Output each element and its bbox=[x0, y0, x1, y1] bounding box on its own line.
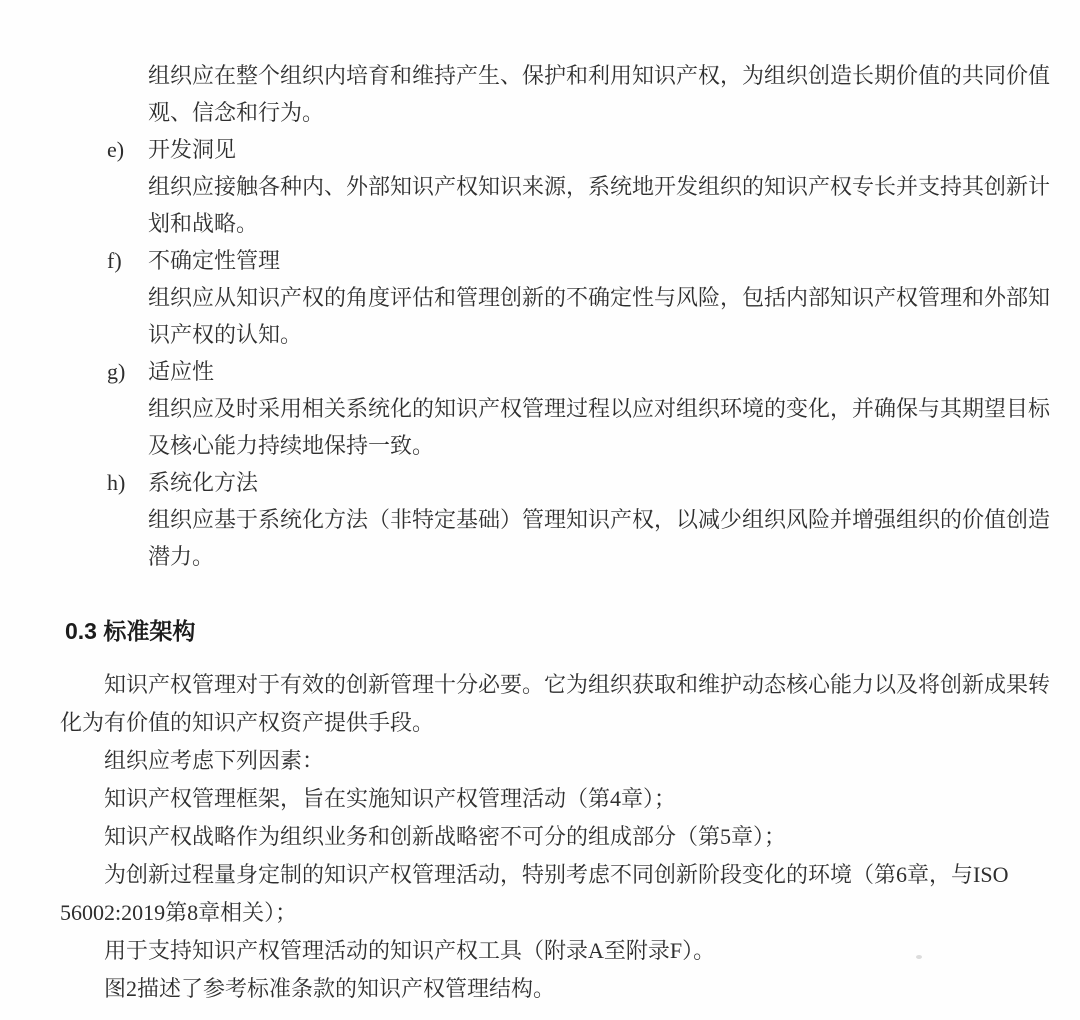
list-item-letter: e) bbox=[107, 137, 125, 162]
list-item bbox=[107, 131, 1051, 242]
section-paragraph-line: 用于支持知识产权管理活动的知识产权工具（附录A至附录F）。 bbox=[104, 938, 716, 963]
section-paragraph-line: 化为有价值的知识产权资产提供手段。 bbox=[60, 710, 435, 735]
list-item-letter: g) bbox=[107, 359, 126, 384]
list-item-body-line: 组织应接触各种内、外部知识产权知识来源，系统地开发组织的知识产权专长并支持其创新计 bbox=[148, 174, 1051, 199]
list-item-heading-line bbox=[107, 353, 1040, 390]
list-item-body-line: 潜力。 bbox=[148, 544, 215, 569]
section-paragraph-line: 知识产权管理框架，旨在实施知识产权管理活动（第4章）； bbox=[104, 786, 677, 811]
lettered-list bbox=[60, 57, 1051, 575]
list-item-heading-line bbox=[107, 242, 1040, 279]
section-paragraph-line: 知识产权管理对于有效的创新管理十分必要。它为组织获取和维护动态核心能力以及将创新成果转 bbox=[104, 672, 1051, 697]
section-paragraph-line: 56002:2019第8章相关）； bbox=[60, 900, 298, 925]
list-item-title: 系统化方法 bbox=[148, 470, 259, 495]
list-item-body-line: 划和战略。 bbox=[148, 211, 259, 236]
list-item bbox=[107, 464, 1051, 575]
list-item-body-line: 组织应及时采用相关系统化的知识产权管理过程以应对组织环境的变化，并确保与其期望目标 bbox=[148, 396, 1051, 421]
section-paragraph-line: 知识产权战略作为组织业务和创新战略密不可分的组成部分（第5章）； bbox=[104, 824, 787, 849]
section-paragraph-line: 为创新过程量身定制的知识产权管理活动，特别考虑不同创新阶段变化的环境（第6章，与ISO bbox=[104, 862, 1009, 887]
list-item-body-line: 识产权的认知。 bbox=[148, 322, 303, 347]
list-item bbox=[107, 242, 1051, 353]
list-item-heading-line bbox=[107, 464, 1040, 501]
list-item-body-line: 组织应在整个组织内培育和维持产生、保护和利用知识产权，为组织创造长期价值的共同价值 bbox=[148, 63, 1051, 88]
list-item-body-line: 组织应从知识产权的角度评估和管理创新的不确定性与风险，包括内部知识产权管理和外部知 bbox=[148, 285, 1051, 310]
section-heading: 0.3 标准架构 bbox=[65, 618, 196, 644]
list-item-title: 不确定性管理 bbox=[148, 248, 281, 273]
list-item bbox=[148, 57, 1051, 131]
list-item bbox=[107, 353, 1051, 464]
section-paragraph-line: 图2描述了参考标准条款的知识产权管理结构。 bbox=[104, 976, 556, 1001]
list-item-title: 适应性 bbox=[148, 359, 215, 384]
section-body bbox=[60, 666, 1051, 1008]
list-item-body-line: 观、信念和行为。 bbox=[148, 100, 325, 125]
scan-artifact-dot bbox=[916, 955, 922, 959]
list-item-letter: h) bbox=[107, 470, 126, 495]
list-item-body-line: 组织应基于系统化方法（非特定基础）管理知识产权，以减少组织风险并增强组织的价值创造 bbox=[148, 507, 1051, 532]
list-item-heading-line bbox=[107, 131, 1040, 168]
list-item-title: 开发洞见 bbox=[148, 137, 237, 162]
list-item-letter: f) bbox=[107, 248, 122, 273]
section-paragraph-line: 组织应考虑下列因素： bbox=[104, 748, 325, 773]
list-item-body-line: 及核心能力持续地保持一致。 bbox=[148, 433, 435, 458]
